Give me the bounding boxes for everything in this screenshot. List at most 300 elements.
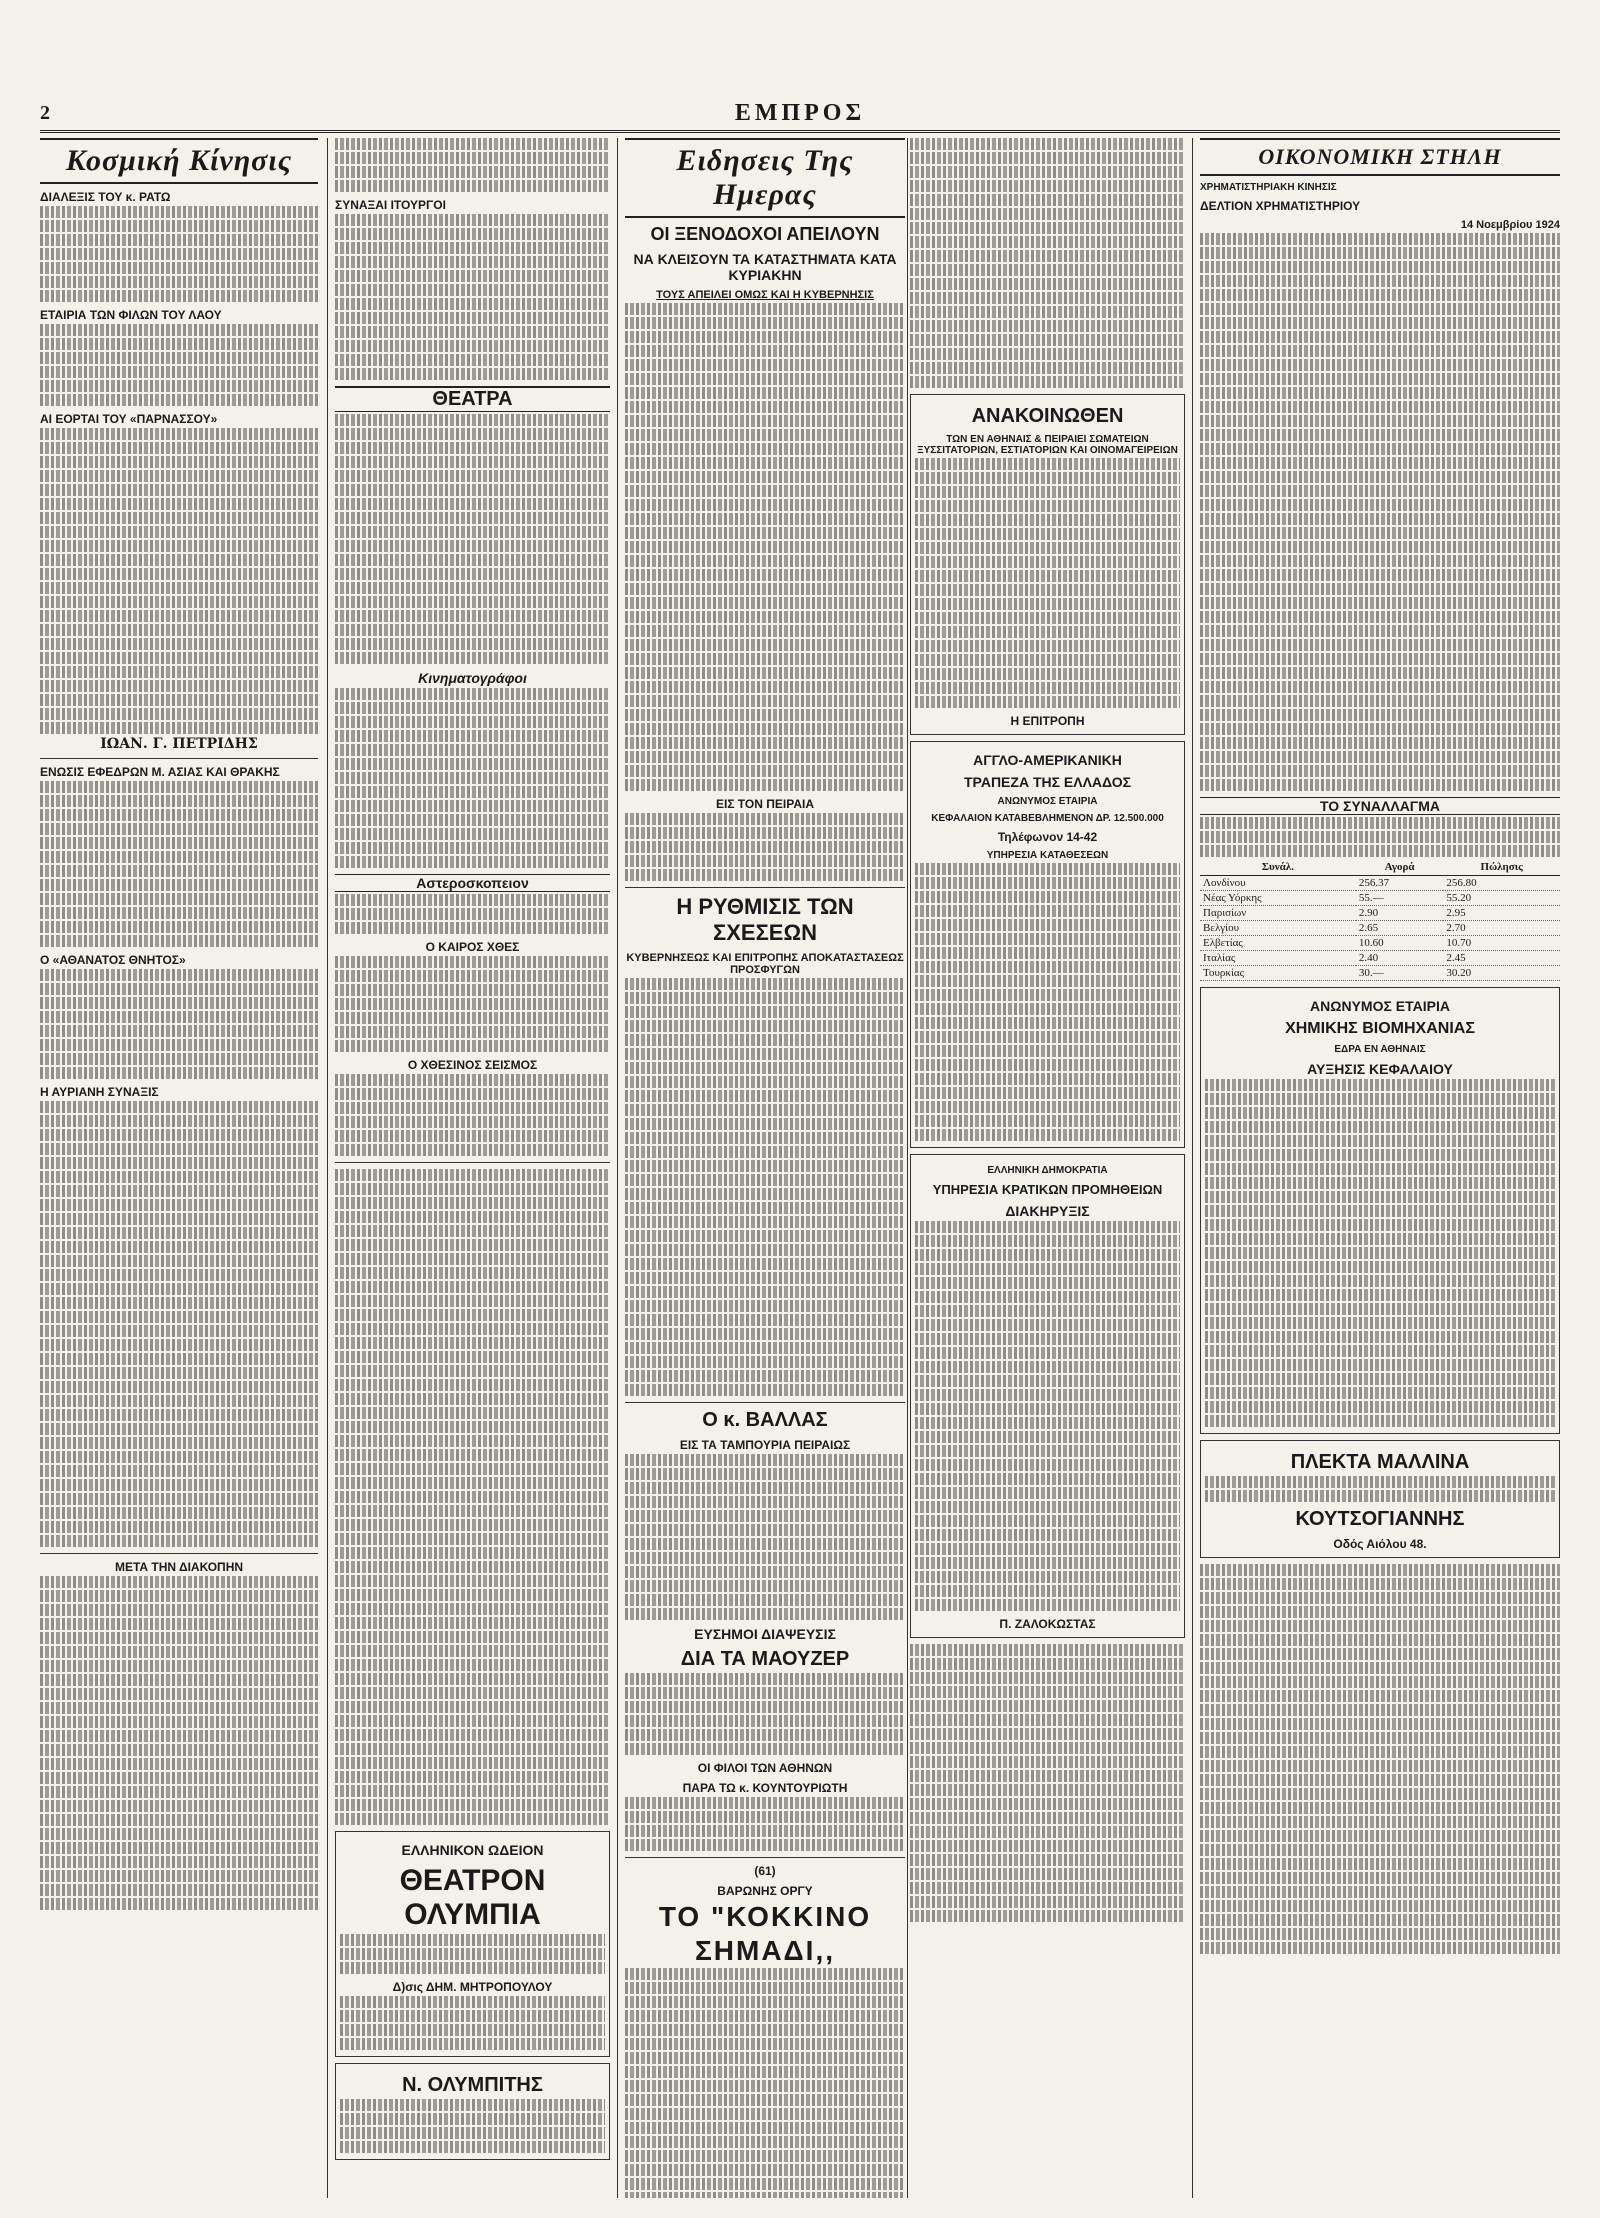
text-line: [910, 1700, 1185, 1712]
ad-heading: ΑΥΞΗΣΙΣ ΚΕΦΑΛΑΙΟΥ: [1307, 1061, 1453, 1077]
text-line: [40, 1535, 318, 1547]
text-line: [40, 652, 318, 664]
text-line: [40, 262, 318, 274]
text-line: [625, 1034, 905, 1046]
text-line: [335, 428, 610, 440]
text-line: [915, 1347, 1180, 1359]
text-line: [915, 975, 1180, 987]
column-announcements: [335, 138, 610, 2198]
text-line: [1200, 1844, 1560, 1856]
text-line: [1200, 831, 1560, 843]
text-line: [910, 306, 1185, 318]
column-rule: [327, 138, 328, 2198]
text-line: [910, 362, 1185, 374]
text-line: [340, 2024, 605, 2036]
text-line: [335, 1040, 610, 1052]
text-line: [40, 1716, 318, 1728]
text-line: [625, 992, 905, 1004]
text-line: [335, 1505, 610, 1517]
text-line: [1200, 1606, 1560, 1618]
text-line: [335, 922, 610, 934]
text-line: [335, 596, 610, 608]
text-line: [1200, 1732, 1560, 1744]
text-line: [910, 334, 1185, 346]
text-line: [335, 1687, 610, 1699]
text-line: [1200, 667, 1560, 679]
text-line: [915, 1045, 1180, 1057]
text-line: [40, 484, 318, 496]
text-line: [1200, 751, 1560, 763]
text-line: [40, 540, 318, 552]
table-row: [1200, 951, 1560, 966]
column-finance: [1200, 138, 1560, 2198]
text-line: [40, 694, 318, 706]
text-line: [40, 1199, 318, 1211]
text-line: [625, 2066, 905, 2078]
text-line: [625, 1090, 905, 1102]
cell: 2.40: [1356, 951, 1444, 966]
text-line: [40, 865, 318, 877]
text-line: [335, 786, 610, 798]
text-line: [335, 970, 610, 982]
text-line: [335, 842, 610, 854]
serial-author: ΒΑΡΩΝΗΣ ΟΡΓΥ: [717, 1884, 813, 1898]
text-line: [1205, 1373, 1555, 1385]
text-line: [40, 1618, 318, 1630]
page-number: 2: [40, 102, 50, 124]
text-line: [625, 2010, 905, 2022]
text-line: [915, 1459, 1180, 1471]
cell: 256.37: [1356, 876, 1444, 891]
text-line: [625, 841, 905, 853]
text-line: [625, 1062, 905, 1074]
article-heading: ΠΑΡΑ ΤΩ κ. ΚΟΥΝΤΟΥΡΙΩΤΗ: [682, 1781, 848, 1795]
bank-heading: Τηλέφωνον 14-42: [997, 830, 1098, 844]
text-line: [910, 292, 1185, 304]
text-line: [910, 1770, 1185, 1782]
text-line: [910, 1644, 1185, 1656]
text-line: [40, 596, 318, 608]
text-line: [910, 1742, 1185, 1754]
text-line: [40, 428, 318, 440]
text-line: [1205, 1490, 1555, 1502]
finance-subheading: ΧΡΗΜΑΤΙΣΤΗΡΙΑΚΗ ΚΙΝΗΣΙΣ: [1200, 182, 1337, 193]
text-line: [335, 1309, 610, 1321]
text-line: [1200, 695, 1560, 707]
text-line: [915, 1333, 1180, 1345]
text-line: [625, 1146, 905, 1158]
tender-signature: Π. ΖΑΛΟΚΩΣΤΑΣ: [999, 1617, 1096, 1631]
text-line: [910, 1826, 1185, 1838]
text-line: [335, 1463, 610, 1475]
text-line: [335, 138, 610, 150]
notice-heading: ΑΝΑΚΟΙΝΩΘΕΝ: [971, 405, 1124, 427]
text-line: [625, 1202, 905, 1214]
text-line: [335, 1519, 610, 1531]
text-line: [335, 1407, 610, 1419]
text-line: [915, 1073, 1180, 1085]
text-line: [40, 1772, 318, 1784]
text-line: [625, 387, 905, 399]
article-heading: ΤΟΥΣ ΑΠΕΙΛΕΙ ΟΜΩΣ ΚΑΙ Η ΚΥΒΕΡΝΗΣΙΣ: [656, 289, 874, 301]
text-line: [40, 1856, 318, 1868]
text-line: [40, 1311, 318, 1323]
text-line: [915, 1445, 1180, 1457]
text-line: [625, 869, 905, 881]
text-line: [910, 1658, 1185, 1670]
text-line: [335, 1267, 610, 1279]
text-line: [335, 354, 610, 366]
text-line: [915, 486, 1180, 498]
text-line: [335, 702, 610, 714]
text-line: [335, 470, 610, 482]
text-line: [1205, 1149, 1555, 1161]
tender-heading: ΔΙΑΚΗΡΥΞΙΣ: [1005, 1203, 1090, 1219]
text-line: [915, 1059, 1180, 1071]
section-banner: ΟΙΚΟΝΟΜΙΚΗ ΣΤΗΛΗ: [1200, 138, 1560, 176]
text-line: [625, 499, 905, 511]
text-line: [910, 1910, 1185, 1922]
text-line: [625, 1188, 905, 1200]
text-line: [625, 569, 905, 581]
text-line: [625, 373, 905, 385]
text-line: [915, 877, 1180, 889]
text-line: [625, 1104, 905, 1116]
text-line: [625, 751, 905, 763]
text-line: [335, 1295, 610, 1307]
text-line: [40, 1129, 318, 1141]
text-line: [335, 512, 610, 524]
text-line: [340, 2038, 605, 2050]
text-line: [40, 1283, 318, 1295]
text-line: [910, 194, 1185, 206]
text-line: [1200, 527, 1560, 539]
text-line: [1200, 1802, 1560, 1814]
text-line: [1200, 723, 1560, 735]
text-line: [625, 779, 905, 791]
text-line: [40, 823, 318, 835]
text-line: [915, 696, 1180, 708]
text-line: [625, 1673, 905, 1685]
text-line: [335, 1659, 610, 1671]
column-rule: [1192, 138, 1193, 2198]
text-line: [1200, 387, 1560, 399]
text-line: [40, 234, 318, 246]
text-line: [40, 1660, 318, 1672]
text-line: [910, 1882, 1185, 1894]
text-line: [335, 1183, 610, 1195]
cell: 2.45: [1443, 951, 1560, 966]
text-line: [625, 583, 905, 595]
text-line: [625, 1468, 905, 1480]
text-line: [340, 1934, 605, 1946]
text-line: [335, 284, 610, 296]
text-line: [335, 984, 610, 996]
text-line: [915, 1277, 1180, 1289]
text-line: [625, 331, 905, 343]
text-line: [335, 1617, 610, 1629]
text-line: [40, 442, 318, 454]
text-line: [1200, 1648, 1560, 1660]
text-line: [335, 1074, 610, 1086]
text-line: [1200, 737, 1560, 749]
text-line: [915, 891, 1180, 903]
text-line: [40, 220, 318, 232]
text-line: [40, 1171, 318, 1183]
text-line: [40, 610, 318, 622]
text-line: [1200, 401, 1560, 413]
text-line: [625, 1687, 905, 1699]
article-heading: ΔΙΑ ΤΑ ΜΑΟΥΖΕΡ: [680, 1648, 850, 1670]
text-line: [40, 1437, 318, 1449]
text-line: [625, 2052, 905, 2064]
text-line: [1205, 1387, 1555, 1399]
text-line: [40, 1576, 318, 1588]
text-line: [40, 1632, 318, 1644]
text-line: [625, 1356, 905, 1368]
text-line: [40, 1507, 318, 1519]
text-line: [625, 2164, 905, 2176]
text-line: [910, 236, 1185, 248]
text-line: [625, 1538, 905, 1550]
text-line: [1200, 1774, 1560, 1786]
text-line: [915, 1375, 1180, 1387]
text-line: [625, 1258, 905, 1270]
text-line: [335, 1743, 610, 1755]
text-line: [625, 1566, 905, 1578]
text-line: [40, 1039, 318, 1051]
text-line: [1200, 639, 1560, 651]
section-banner: Κοσμική Κίνησις: [40, 138, 318, 184]
text-line: [915, 542, 1180, 554]
column-notices: [910, 138, 1185, 2198]
text-line: [625, 429, 905, 441]
text-line: [335, 442, 610, 454]
text-line: [915, 472, 1180, 484]
text-line: [335, 540, 610, 552]
section-banner: Ειδησεις Της Ημερας: [625, 138, 905, 218]
text-line: [915, 1221, 1180, 1233]
text-line: [915, 961, 1180, 973]
text-line: [40, 983, 318, 995]
text-line: [40, 1465, 318, 1477]
text-line: [335, 744, 610, 756]
text-line: [40, 921, 318, 933]
text-line: [625, 855, 905, 867]
text-line: [335, 1589, 610, 1601]
text-line: [915, 1501, 1180, 1513]
text-line: [40, 837, 318, 849]
text-line: [625, 1729, 905, 1741]
text-line: [335, 1281, 610, 1293]
exchange-table: [1200, 859, 1560, 981]
text-line: [335, 270, 610, 282]
text-line: [40, 1702, 318, 1714]
text-line: [1200, 1886, 1560, 1898]
text-line: [625, 1300, 905, 1312]
article-heading: ΕΙΣ ΤΑ ΤΑΜΠΟΥΡΙΑ ΠΕΙΡΑΙΩΣ: [679, 1438, 851, 1452]
bank-heading: ΑΝΩΝΥΜΟΣ ΕΤΑΙΡΙΑ: [997, 796, 1098, 807]
text-line: [1200, 1746, 1560, 1758]
text-line: [340, 1996, 605, 2008]
text-line: [625, 1482, 905, 1494]
text-line: [340, 2127, 605, 2139]
text-line: [625, 1982, 905, 1994]
text-line: [910, 1896, 1185, 1908]
text-line: [915, 584, 1180, 596]
text-line: [335, 814, 610, 826]
text-line: [910, 1756, 1185, 1768]
text-line: [910, 1728, 1185, 1740]
article-heading: Ο «ΑΘΑΝΑΤΟΣ ΘΝΗΤΟΣ»: [40, 953, 186, 967]
text-line: [910, 1854, 1185, 1866]
text-line: [915, 570, 1180, 582]
cell: 2.95: [1443, 906, 1560, 921]
text-line: [625, 2094, 905, 2106]
text-line: [910, 1672, 1185, 1684]
ad-heading: Ν. ΟΛΥΜΠΙΤΗΣ: [402, 2074, 543, 2096]
text-line: [625, 1968, 905, 1980]
text-line: [625, 541, 905, 553]
text-line: [1200, 1704, 1560, 1716]
text-line: [1200, 429, 1560, 441]
text-line: [1200, 1578, 1560, 1590]
article-heading: ΟΙ ΞΕΝΟΔΟΧΟΙ ΑΠΕΙΛΟΥΝ: [650, 224, 880, 244]
text-line: [915, 1003, 1180, 1015]
text-line: [915, 528, 1180, 540]
text-line: [40, 1185, 318, 1197]
text-line: [335, 908, 610, 920]
text-line: [1205, 1401, 1555, 1413]
text-line: [625, 401, 905, 413]
text-line: [915, 668, 1180, 680]
text-line: [335, 624, 610, 636]
notice-signature: Η ΕΠΙΤΡΟΠΗ: [1010, 714, 1085, 728]
text-line: [335, 568, 610, 580]
text-line: [915, 1431, 1180, 1443]
text-line: [915, 612, 1180, 624]
text-line: [915, 1403, 1180, 1415]
text-line: [1200, 317, 1560, 329]
column-rule: [617, 138, 618, 2198]
text-line: [625, 443, 905, 455]
text-line: [915, 1473, 1180, 1485]
text-line: [40, 526, 318, 538]
text-line: [40, 1255, 318, 1267]
ad-heading: ΘΕΑΤΡΟΝ ΟΛΥΜΠΙΑ: [399, 1864, 546, 1931]
text-line: [625, 1216, 905, 1228]
text-line: [625, 1510, 905, 1522]
cell: 55.20: [1443, 891, 1560, 906]
text-line: [335, 1379, 610, 1391]
text-line: [335, 1785, 610, 1797]
text-line: [625, 1580, 905, 1592]
table-row: [1200, 906, 1560, 921]
text-line: [40, 1269, 318, 1281]
article-heading: ΕΝΩΣΙΣ ΕΦΕΔΡΩΝ Μ. ΑΣΙΑΣ ΚΑΙ ΘΡΑΚΗΣ: [40, 765, 280, 779]
text-line: [335, 1729, 610, 1741]
text-line: [625, 681, 905, 693]
column-society: [40, 138, 318, 2198]
text-line: [625, 1370, 905, 1382]
ad-heading: ΕΔΡΑ ΕΝ ΑΘΗΝΑΙΣ: [1334, 1044, 1426, 1055]
text-line: [335, 956, 610, 968]
text-line: [40, 1157, 318, 1169]
text-line: [1200, 611, 1560, 623]
article-heading: Ο ΚΑΙΡΟΣ ΧΘΕΣ: [425, 940, 520, 954]
text-line: [40, 1674, 318, 1686]
text-line: [40, 1409, 318, 1421]
text-line: [915, 1235, 1180, 1247]
text-line: [625, 765, 905, 777]
text-line: [335, 484, 610, 496]
text-line: [625, 667, 905, 679]
text-line: [625, 1132, 905, 1144]
article-heading: ΘΕΑΤΡΑ: [335, 386, 610, 412]
text-line: [335, 1239, 610, 1251]
column-news: [625, 138, 905, 2198]
text-line: [335, 242, 610, 254]
text-line: [1200, 625, 1560, 637]
text-line: [625, 1797, 905, 1809]
text-line: [1200, 1914, 1560, 1926]
serial-number: (61): [754, 1864, 776, 1878]
text-line: [915, 1417, 1180, 1429]
text-line: [1200, 817, 1560, 829]
text-line: [40, 1646, 318, 1658]
newspaper-title: ΕΜΠΡΟΣ: [734, 100, 866, 126]
text-line: [625, 471, 905, 483]
notice-heading: ΤΩΝ ΕΝ ΑΘΗΝΑΙΣ & ΠΕΙΡΑΙΕΙ ΣΩΜΑΤΕΙΩΝ ΞΥΣΣΙΤΑΤΟΡΙΩΝ, ΕΣΤΙΑΤΟΡΙΩΝ ΚΑΙ ΟΙΝΟΜΑΓΕΙΡΕΙΩΝ: [917, 434, 1178, 456]
text-line: [335, 498, 610, 510]
text-line: [910, 1686, 1185, 1698]
text-line: [625, 2192, 905, 2198]
text-line: [335, 1365, 610, 1377]
tender-heading: ΕΛΛΗΝΙΚΗ ΔΗΜΟΚΡΑΤΙΑ: [987, 1165, 1108, 1176]
text-line: [335, 1421, 610, 1433]
text-line: [625, 1328, 905, 1340]
ad-heading: ΑΝΩΝΥΜΟΣ ΕΤΑΙΡΙΑ: [1310, 998, 1450, 1014]
text-line: [335, 1547, 610, 1559]
table-row: [1200, 921, 1560, 936]
text-line: [335, 610, 610, 622]
text-line: [625, 1174, 905, 1186]
finance-date: 14 Νοεμβρίου 1924: [1460, 219, 1560, 231]
text-line: [625, 1811, 905, 1823]
text-line: [40, 1744, 318, 1756]
article-heading: Η ΑΥΡΙΑΝΗ ΣΥΝΑΞΙΣ: [40, 1085, 159, 1099]
text-line: [335, 652, 610, 664]
text-line: [915, 933, 1180, 945]
text-line: [40, 1143, 318, 1155]
cell: 10.60: [1356, 936, 1444, 951]
text-line: [1205, 1219, 1555, 1231]
text-line: [625, 2080, 905, 2092]
text-line: [625, 611, 905, 623]
text-line: [625, 1384, 905, 1396]
text-line: [1200, 443, 1560, 455]
text-line: [335, 526, 610, 538]
text-line: [1200, 331, 1560, 343]
text-line: [910, 1812, 1185, 1824]
text-line: [1205, 1289, 1555, 1301]
text-line: [40, 498, 318, 510]
text-line: [335, 368, 610, 380]
text-line: [40, 1730, 318, 1742]
text-line: [625, 513, 905, 525]
text-line: [335, 214, 610, 226]
text-line: [915, 1263, 1180, 1275]
